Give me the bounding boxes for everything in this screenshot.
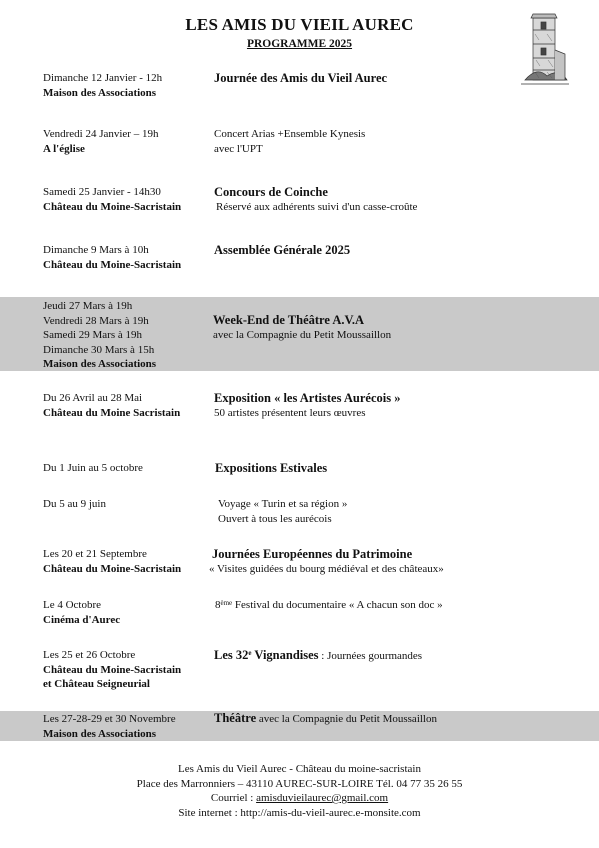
event-row: Jeudi 27 Mars à 19h Vendredi 28 Mars à 19h Samedi 29 Mars à 19h Dimanche 30 Mars à 15h Maison des Associations Week-End de Théâtre A.V.A avec la Compagnie du Petit Moussaillon xyxy=(0,297,599,371)
event-title: Les 32e Vignandises : Journées gourmandes xyxy=(214,648,423,662)
page-title: LES AMIS DU VIEIL AUREC xyxy=(185,15,414,34)
event-title: Journée des Amis du Vieil Aurec xyxy=(214,71,388,85)
event-title: Expositions Estivales xyxy=(215,461,328,475)
event-row: Du 5 au 9 juin Voyage « Turin et sa région » Ouvert à tous les aurécois xyxy=(43,498,348,525)
footer-address-line1: Les Amis du Vieil Aurec - Château du moine-sacristain xyxy=(178,763,421,775)
event-title: Assemblée Générale 2025 xyxy=(214,243,351,257)
event-row: Le 4 Octobre Cinéma d'Aurec 8ème Festival du documentaire « A chacun son doc » xyxy=(43,599,443,626)
footer-contact xyxy=(0,762,599,820)
event-row: Les 20 et 21 Septembre Château du Moine-Sacristain Journées Européennes du Patrimoine « Visites guidées du bourg médiéval et des châteaux» xyxy=(43,547,444,575)
event-row: Vendredi 24 Janvier – 19h A l'église Concert Arias +Ensemble Kynesis avec l'UPT xyxy=(43,128,366,155)
website-link[interactable]: Site internet : http://amis-du-vieil-aurec.e-monsite.com xyxy=(178,806,421,819)
footer-address-line2: Place des Marronniers – 43110 AUREC-SUR-LOIRE Tél. 04 77 35 26 55 xyxy=(136,777,463,790)
email-link[interactable]: amisduvieilaurec@gmail.com xyxy=(256,792,389,804)
event-title: Voyage « Turin et sa région » xyxy=(218,498,348,510)
page-subtitle: PROGRAMME 2025 xyxy=(246,38,353,50)
event-row: Samedi 25 Janvier - 14h30 Château du Moine-Sacristain Concours de Coinche Réservé aux adhérents suivi d'un casse-croûte xyxy=(43,185,418,213)
event-title: Journées Européennes du Patrimoine xyxy=(212,547,413,561)
event-title: Week-End de Théâtre A.V.A xyxy=(213,313,365,327)
event-row: Les 25 et 26 Octobre Château du Moine-Sacristain et Château Seigneurial Les 32e Vignandises : Journées gourmandes xyxy=(43,648,423,690)
event-row: Dimanche 12 Janvier - 12h Maison des Associations Journée des Amis du Vieil Aurec xyxy=(43,71,388,99)
event-title: Théâtre avec la Compagnie du Petit Moussaillon xyxy=(214,711,437,725)
footer-email-line: Courriel : amisduvieilaurec@gmail.com xyxy=(210,792,389,804)
event-row: Du 1 Juin au 5 octobre Expositions Estivales xyxy=(43,461,328,475)
event-title: Concours de Coinche xyxy=(214,185,328,199)
event-title: 8ème Festival du documentaire « A chacun son doc » xyxy=(215,599,443,611)
event-row: Dimanche 9 Mars à 10h Château du Moine-Sacristain Assemblée Générale 2025 xyxy=(43,243,351,271)
event-title: Concert Arias +Ensemble Kynesis xyxy=(214,128,366,140)
event-title: Exposition « les Artistes Aurécois » xyxy=(214,391,401,405)
event-row: Du 26 Avril au 28 Mai Château du Moine Sacristain Exposition « les Artistes Aurécois » 50 artistes présentent leurs œuvres xyxy=(43,391,401,419)
event-row: Les 27-28-29 et 30 Novembre Maison des Associations Théâtre avec la Compagnie du Petit Moussaillon xyxy=(0,711,599,741)
